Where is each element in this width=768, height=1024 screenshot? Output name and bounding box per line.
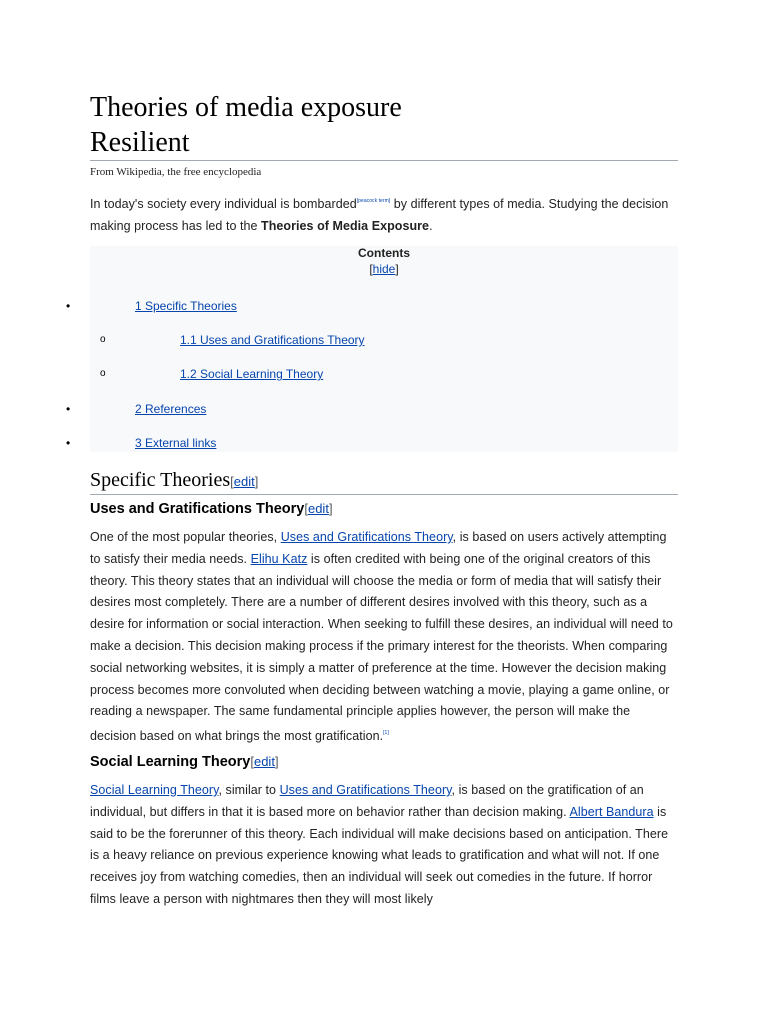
link-social-learning[interactable]: Social Learning Theory: [90, 782, 219, 797]
toc-bullet-circle: o: [100, 334, 106, 345]
intro-text-2: by different types of media. Studying the decision making process has led to the: [90, 197, 669, 233]
toc-item-references[interactable]: 2 References: [135, 402, 207, 416]
page-title-line1: Theories of media exposure: [90, 92, 402, 123]
toc-bullet-disc: •: [66, 402, 71, 416]
toc-hide-link[interactable]: hide: [372, 262, 396, 276]
toc-toggle-bracket-open: [: [369, 262, 373, 276]
edit-bracket-open: [: [250, 753, 254, 769]
heading-uses-gratifications: [90, 499, 678, 519]
intro-paragraph: [90, 191, 678, 238]
uses-text-2: , is based on users actively attempting to satisfy their media needs.: [90, 530, 667, 566]
uses-text-1: One of the most popular theories,: [90, 530, 281, 544]
toc-bullet-disc: •: [66, 436, 71, 450]
heading-social-learning: [90, 752, 678, 772]
article: [90, 90, 678, 238]
edit-link[interactable]: edit: [233, 474, 255, 489]
link-albert-bandura[interactable]: Albert Bandura: [569, 804, 654, 819]
link-uses-gratifications[interactable]: Uses and Gratifications Theory: [279, 782, 452, 797]
peacock-term-tag[interactable]: [peacock term]: [356, 198, 391, 204]
edit-section-link: [230, 474, 258, 489]
page-title-line2: Resilient: [90, 127, 190, 158]
toc-toggle: [90, 260, 678, 278]
toc-item-specific-theories[interactable]: 1 Specific Theories: [135, 299, 237, 313]
intro-text-1: In today's society every individual is bombarded: [90, 197, 357, 211]
heading-specific-theories-text: Specific Theories: [90, 469, 231, 491]
toc-title: Contents: [358, 246, 410, 260]
social-text-1: , similar to: [218, 782, 280, 797]
toc-bullet-disc: •: [66, 299, 71, 313]
toc-bullet-circle: o: [100, 368, 106, 379]
toc-item-external-links[interactable]: 3 External links: [135, 436, 217, 450]
reference-1-link[interactable]: [1]: [383, 730, 389, 737]
edit-section-link: [304, 501, 332, 516]
section-divider: [90, 494, 678, 495]
social-learning-paragraph: [90, 780, 678, 911]
edit-link[interactable]: edit: [307, 501, 329, 516]
edit-bracket-open: [: [304, 501, 308, 516]
social-text-3: is said to be the forerunner of this theory. Each individual will make decisions based on anticipation. There is a heavy reliance on previous experience knowing what leads to gratification and what will not. If one receives joy from watching comedies, then an individual will seek out comedies in the future. If horror films leave a person with nightmares then they will most likely: [90, 804, 669, 906]
uses-text-3: is often credited with being one of the original creators of this theory. This theory states that an individual will choose the media or form of media that will satisfy their desires most completely. There are a number of different desires involved with this theory, such as a desire for information or social interaction. When seeking to fulfill these desires, an individual will need to make a decision. This decision making process if the primary interest for the theorists. When comparing social networking websites, it is simply a matter of preference at the time. However the decision making process becomes more convoluted when deciding between watching a movie, playing a game online, or reading a newspaper. The same fundamental principle applies however, the person will make the decision based on what brings the most gratification.: [90, 551, 673, 744]
heading-specific-theories: [90, 468, 678, 494]
heading-uses-gratifications-text: Uses and Gratifications Theory: [90, 501, 305, 517]
edit-bracket-close: ]: [274, 753, 279, 769]
edit-section-link: [250, 754, 278, 769]
page-title: [90, 90, 678, 160]
edit-link[interactable]: edit: [253, 753, 275, 769]
section-specific-theories: [90, 468, 678, 911]
social-text-2: , is based on the gratification of an individual, but differs in that it is based more on behavior rather than decision making.: [90, 782, 644, 819]
toc-toggle-bracket-close: ]: [395, 262, 399, 276]
tagline: From Wikipedia, the free encyclopedia: [90, 166, 262, 178]
toc-item-uses-gratifications[interactable]: 1.1 Uses and Gratifications Theory: [180, 333, 365, 347]
toc-item-social-learning[interactable]: 1.2 Social Learning Theory: [180, 367, 324, 381]
link-uses-gratifications[interactable]: Uses and Gratifications Theory: [280, 530, 453, 544]
intro-text-3: .: [429, 218, 433, 233]
intro-bold-term: Theories of Media Exposure: [261, 218, 430, 233]
edit-bracket-close: ]: [328, 501, 333, 516]
heading-social-learning-text: Social Learning Theory: [90, 753, 251, 770]
edit-bracket-close: ]: [254, 474, 259, 489]
edit-bracket-open: [: [230, 474, 234, 489]
uses-gratifications-paragraph: [90, 527, 678, 748]
link-elihu-katz[interactable]: Elihu Katz: [250, 551, 308, 566]
table-of-contents: [90, 246, 678, 452]
